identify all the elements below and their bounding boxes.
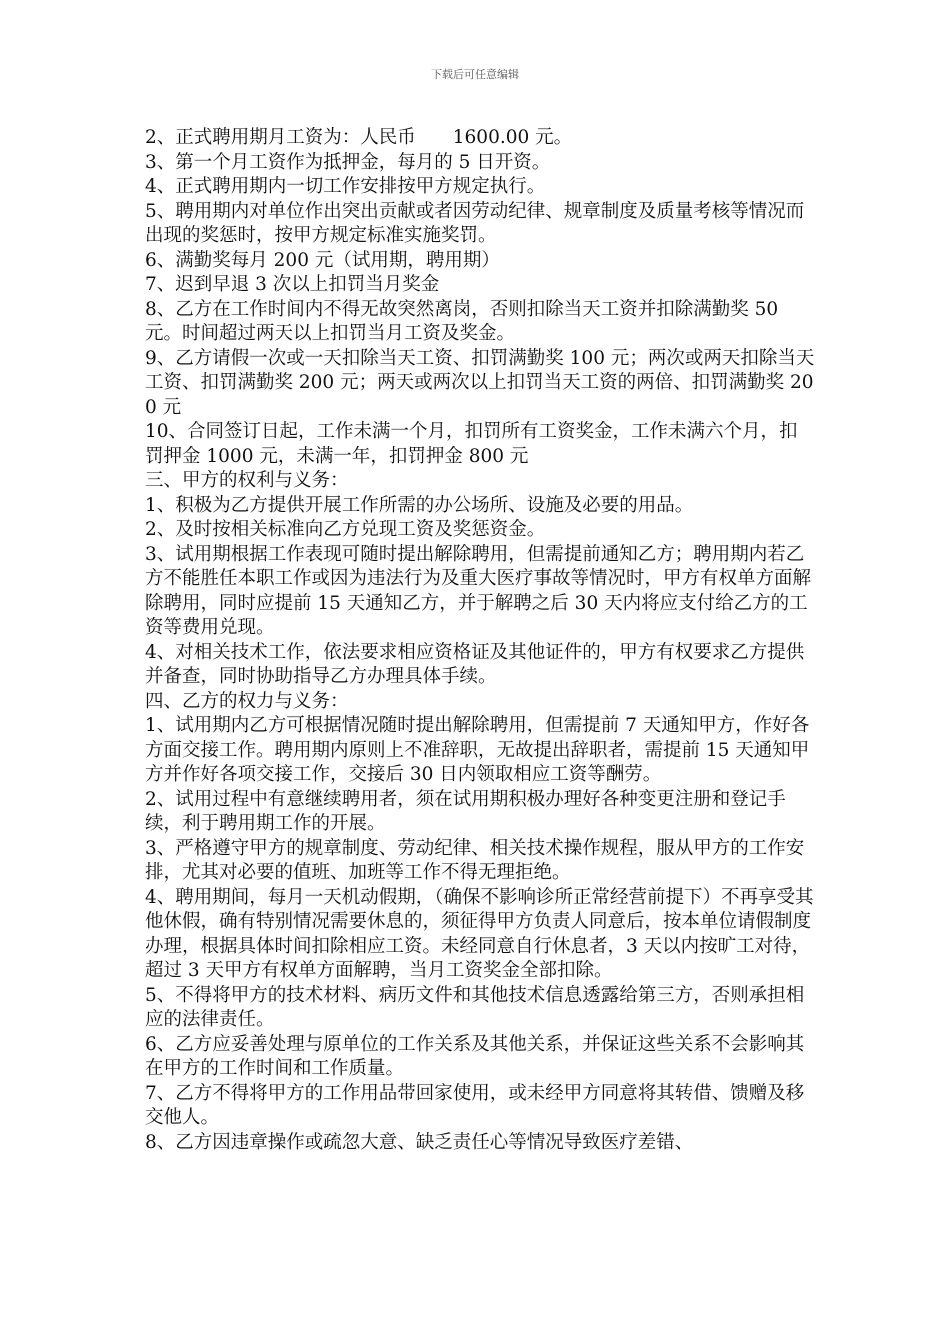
- paragraph: 4、正式聘用期内一切工作安排按甲方规定执行。: [145, 176, 546, 197]
- paragraph: 1、积极为乙方提供开展工作所需的办公场所、设施及必要的用品。: [145, 494, 694, 516]
- document-body: [145, 126, 815, 1155]
- paragraph: 8、乙方在工作时间内不得无故突然离岗，否则扣除当天工资并扣除满勤奖 50 元。时间超过两天以上扣罚当月工资及奖金。: [145, 298, 779, 344]
- paragraph: 3、严格遵守甲方的规章制度、劳动纪律、相关技术操作规程，服从甲方的工作安排，尤其对必要的值班、加班等工作不得无理拒绝。: [145, 837, 805, 883]
- paragraph: 6、乙方应妥善处理与原单位的工作关系及其他关系，并保证这些关系不会影响其在甲方的工作时间和工作质量。: [145, 1033, 805, 1079]
- paragraph: 4、聘用期间，每月一天机动假期，（确保不影响诊所正常经营前提下）不再享受其他休假，确有特别情况需要休息的，须征得甲方负责人同意后，按本单位请假制度办理，根据具体时间扣除相应工资。未经同意自行休息者，3 天以内按旷工对待，超过 3 天甲方有权单方面解聘，当月工资奖金全部扣除。: [145, 886, 814, 981]
- paragraph: 1、试用期内乙方可根据情况随时提出解除聘用，但需提前 7 天通知甲方，作好各方面交接工作。聘用期内原则上不准辞职，无故提出辞职者，需提前 15 天通知甲方并作好各项交接工作，交接后 30 日内领取相应工资等酬劳。: [145, 715, 810, 785]
- paragraph: 3、第一个月工资作为抵押金，每月的 5 日开资。: [145, 151, 551, 173]
- paragraph: 5、聘用期内对单位作出突出贡献或者因劳动纪律、规章制度及质量考核等情况而出现的奖惩时，按甲方规定标准实施奖罚。: [145, 200, 805, 246]
- section-heading: 三、甲方的权利与义务：: [145, 470, 349, 491]
- paragraph: 2、及时按相关标准向乙方兑现工资及奖惩资金。: [145, 519, 546, 540]
- paragraph: 7、乙方不得将甲方的工作用品带回家使用，或未经甲方同意将其转借、馈赠及移交他人。: [145, 1082, 805, 1128]
- section-heading: 四、乙方的权力与义务：: [145, 690, 349, 712]
- paragraph: 3、试用期根据工作表现可随时提出解除聘用，但需提前通知乙方；聘用期内若乙方不能胜任本职工作或因为违法行为及重大医疗事故等情况时，甲方有权单方面解除聘用，同时应提前 15 天通知乙方，并于解聘之后 30 天内将应支付给乙方的工资等费用兑现。: [145, 543, 812, 638]
- paragraph: 10、合同签订日起，工作未满一个月，扣罚所有工资奖金，工作未满六个月，扣罚押金 1000 元，未满一年，扣罚押金 800 元: [145, 421, 798, 467]
- paragraph: 2、试用过程中有意继续聘用者，须在试用期积极办理好各种变更注册和登记手续，利于聘用期工作的开展。: [145, 788, 786, 834]
- paragraph: 5、不得将甲方的技术材料、病历文件和其他技术信息透露给第三方，否则承担相应的法律责任。: [145, 984, 805, 1030]
- paragraph: 9、乙方请假一次或一天扣除当天工资、扣罚满勤奖 100 元；两次或两天扣除当天工资、扣罚满勤奖 200 元；两天或两次以上扣罚当天工资的两倍、扣罚满勤奖 200 元: [145, 347, 815, 418]
- paragraph: 4、对相关技术工作，依法要求相应资格证及其他证件的，甲方有权要求乙方提供并备查，同时协助指导乙方办理具体手续。: [145, 641, 805, 687]
- paragraph: 2、正式聘用期月工资为：人民币 1600.00 元。: [145, 127, 573, 148]
- page-header: 下载后可任意编辑: [431, 68, 519, 81]
- paragraph: 8、乙方因违章操作或疏忽大意、缺乏责任心等情况导致医疗差错、: [145, 1131, 694, 1153]
- paragraph: 6、满勤奖每月 200 元（试用期，聘用期）: [145, 249, 500, 271]
- paragraph: 7、迟到早退 3 次以上扣罚当月奖金: [145, 274, 440, 295]
